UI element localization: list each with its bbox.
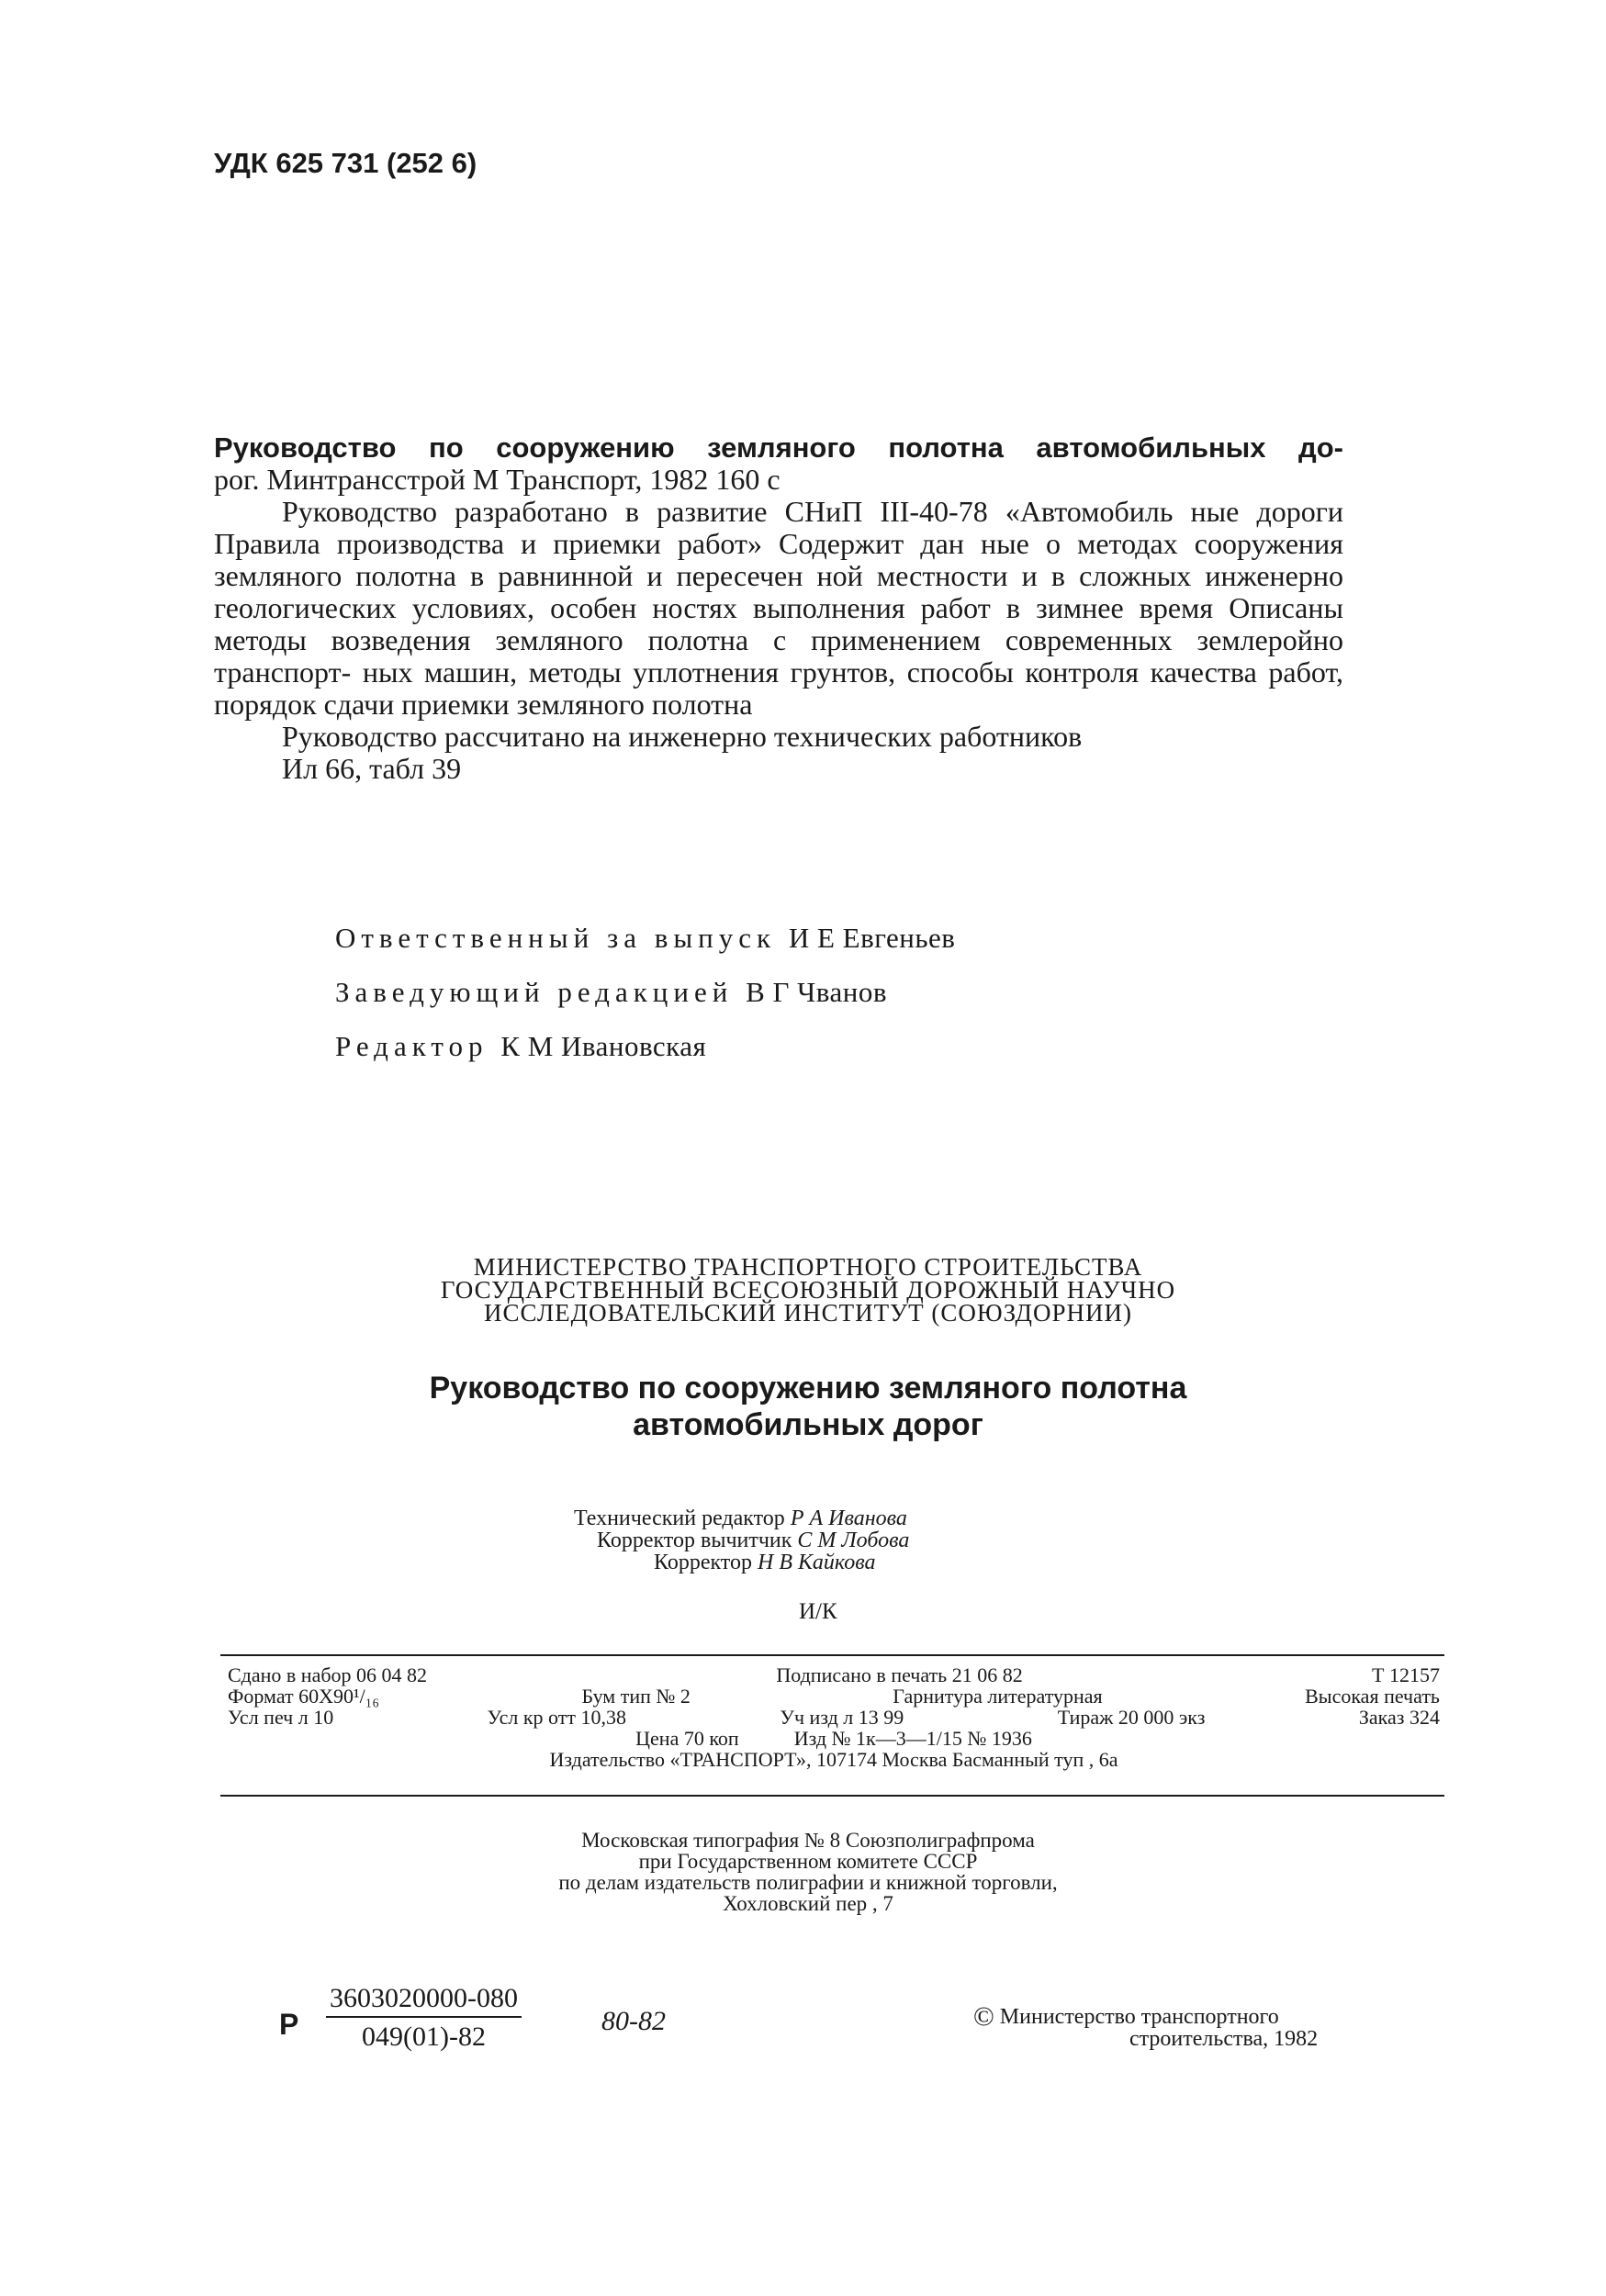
abstract-paragraph-3: Ил 66, табл 39 — [282, 752, 462, 785]
corrector — [514, 1551, 1157, 1574]
index-letter: Р — [279, 2008, 299, 2041]
staff-role: Корректор — [654, 1551, 752, 1574]
book-title-line: Руководство по сооружению земляного полотна — [429, 1371, 1187, 1406]
technical-staff — [514, 1507, 1157, 1574]
abstract-paragraph-2: Руководство рассчитано на инженерно технических работников — [282, 720, 1083, 753]
ministry-line: МИНИСТЕРСТВО ТРАНСПОРТНОГО СТРОИТЕЛЬСТВА — [473, 1253, 1143, 1281]
imprint-cell: Подписано в печать 21 06 82 — [776, 1663, 1023, 1686]
credit-name: В Г Чванов — [746, 976, 888, 1008]
credit-role: Заведующий редакцией — [335, 976, 734, 1008]
bibliographic-abstract — [214, 431, 1343, 785]
ministry-header — [275, 1253, 1341, 1327]
index-denominator: 049(01)-82 — [362, 2022, 486, 2052]
imprint-cell: Сдано в набор 06 04 82 — [228, 1663, 428, 1686]
imprint-cell: Цена 70 коп — [635, 1727, 739, 1750]
proofreader — [514, 1529, 1157, 1551]
copyright-icon: © — [973, 2001, 994, 2032]
imprint-cell: Изд № 1к—3—1/15 № 1936 — [793, 1727, 1032, 1750]
staff-name: Н В Кайкова — [757, 1551, 876, 1574]
credit-name: И Е Евгеньев — [788, 922, 956, 954]
technical-editor — [514, 1507, 1157, 1529]
imprint-cell: Тираж 20 000 экз — [1057, 1706, 1206, 1729]
credit-role: Ответственный за выпуск — [335, 922, 777, 954]
imprint-cell: Гарнитура литературная — [893, 1685, 1103, 1708]
imprint-cell: Усл печ л 10 — [228, 1706, 334, 1729]
staff-name: Р А Иванова — [790, 1506, 907, 1530]
ministry-line: ИССЛЕДОВАТЕЛЬСКИЙ ИНСТИТУТ (СОЮЗДОРНИИ) — [484, 1299, 1132, 1327]
imprint-row — [228, 1686, 1440, 1707]
imprint-cell: Заказ 324 — [1358, 1706, 1440, 1729]
printer-line: по делам издательств полиграфии и книжной торговли, — [558, 1871, 1058, 1894]
credit-responsible — [335, 922, 1253, 955]
printer-info — [275, 1830, 1341, 1914]
udk-code: УДК 625 731 (252 6) — [214, 147, 477, 179]
imprint-block — [228, 1664, 1440, 1770]
index-suffix: 80-82 — [601, 2006, 666, 2036]
imprint-row — [228, 1728, 1440, 1749]
divider-bottom — [220, 1795, 1444, 1797]
imprint-row — [228, 1664, 1440, 1686]
staff-role: Технический редактор — [574, 1506, 785, 1530]
imprint-cell: Уч изд л 13 99 — [780, 1706, 904, 1729]
printer-line: при Государственном комитете СССР — [638, 1850, 978, 1873]
printer-line: Московская типография № 8 Союзполиграфпрома — [581, 1829, 1035, 1852]
imprint-cell: Усл кр отт 10,38 — [487, 1706, 626, 1729]
imprint-cell: Формат 60X90¹/₁₆ — [228, 1685, 380, 1708]
copyright-line: строительства, 1982 — [1129, 2027, 1319, 2051]
credit-name: К М Ивановская — [500, 1030, 707, 1062]
publisher-address: Издательство «ТРАНСПОРТ», 107174 Москва Басманный туп , 6а — [549, 1748, 1118, 1771]
staff-role: Корректор вычитчик — [597, 1529, 792, 1552]
imprint-cell: Высокая печать — [1305, 1685, 1440, 1708]
abstract-paragraph-1: Руководство разработано в развитие СНиП III-40-78 «Автомобиль ные дороги Правила производства и приемки работ» Содержит дан ные о методах сооружения земляного полотна в равнинной и пересечен ной местности и в сложных инженерно геологических условиях, особен ностях выполнения работ в зимнее время Описаны методы возведения земляного полотна с применением современных землеройно транспорт- ных машин, методы уплотнения грунтов, способы контроля качества работ, порядок сдачи приемки земляного полотна — [214, 495, 1343, 721]
credit-editor — [335, 1030, 1253, 1063]
imprint-cell: Бум тип № 2 — [581, 1685, 691, 1708]
credit-role: Редактор — [335, 1030, 489, 1062]
index-fraction — [326, 1983, 522, 2053]
copyright-notice — [973, 2001, 1319, 2051]
series-code: И/К — [799, 1599, 837, 1624]
credit-head-editor — [335, 976, 1253, 1009]
imprint-cell: Т 12157 — [1372, 1663, 1440, 1686]
abstract-publication-line: рог. Минтрансстрой М Транспорт, 1982 160 с — [214, 463, 781, 496]
printer-line: Хохловский пер , 7 — [723, 1892, 893, 1915]
book-title — [275, 1370, 1341, 1443]
abstract-title: Руководство по сооружению земляного полотна автомобильных до- — [214, 431, 1343, 464]
index-numerator: 3603020000-080 — [326, 1983, 522, 2018]
imprint-row — [228, 1707, 1440, 1728]
book-title-line: автомобильных дорог — [633, 1407, 983, 1442]
ministry-line: ГОСУДАРСТВЕННЫЙ ВСЕСОЮЗНЫЙ ДОРОЖНЫЙ НАУЧНО — [440, 1276, 1176, 1304]
staff-name: С М Лобова — [797, 1529, 910, 1552]
divider-top — [220, 1654, 1444, 1656]
imprint-row — [228, 1749, 1440, 1770]
copyright-line: Министерство транспортного — [999, 2005, 1279, 2029]
